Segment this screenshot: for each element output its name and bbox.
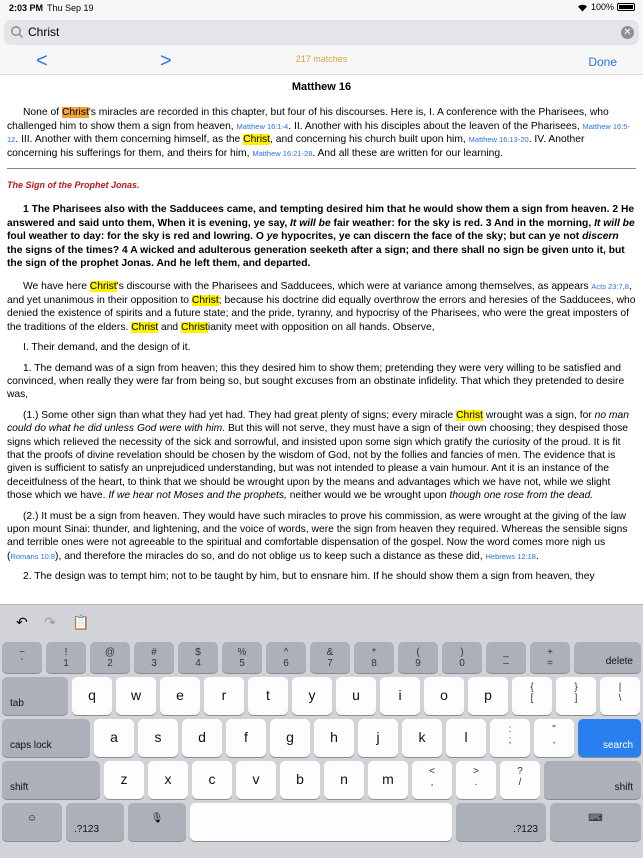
- key-m[interactable]: [368, 761, 408, 799]
- search-key[interactable]: [578, 719, 641, 757]
- text: (1.) Some other sign than what they had yet had. They had great plenty of signs; every miracle: [23, 409, 457, 421]
- key-label: t: [266, 687, 270, 703]
- key-x[interactable]: [148, 761, 188, 799]
- scripture-passage: [7, 203, 636, 270]
- status-date: Thu Sep 19: [47, 3, 94, 13]
- key-y[interactable]: [292, 677, 332, 715]
- keyboard-toolbar: [0, 604, 643, 639]
- keyboard: [0, 639, 643, 858]
- key-[[interactable]: [512, 677, 552, 715]
- key-symbol: (: [416, 647, 420, 658]
- text: foul weather to day: for the sky is red and lowring. O: [7, 231, 267, 243]
- key-label: o: [440, 687, 448, 703]
- key-symbol: 4: [195, 658, 201, 669]
- key-symbol: 8: [371, 658, 377, 669]
- key-label: ⌨: [588, 813, 603, 824]
- hide-keyboard-key[interactable]: [550, 803, 641, 841]
- text: ; because his doctrine did equally overthrow the errors and heresies of the Sadducees, who denied the existence of spirits and a future state; and the pride, tyranny, and hypocrisy of the Pharisees, who were the great imposters of the traditions of the elders.: [7, 294, 636, 333]
- status-bar: [0, 0, 643, 16]
- tab-key[interactable]: [2, 677, 68, 715]
- key-`[interactable]: [2, 642, 42, 673]
- key-w[interactable]: [116, 677, 156, 715]
- done-button[interactable]: Done: [588, 55, 617, 69]
- battery-fill: [619, 5, 633, 9]
- numbers-key-right[interactable]: [456, 803, 546, 841]
- key-label: z: [120, 771, 128, 787]
- key-label: caps lock: [10, 740, 52, 751]
- space-bar[interactable]: [190, 803, 452, 841]
- italic-text: though one rose from the dead.: [449, 490, 594, 502]
- key-label: k: [418, 729, 426, 745]
- paste-icon[interactable]: 📋: [72, 614, 90, 630]
- key-label: search: [602, 740, 633, 751]
- search-query: Christ: [28, 25, 60, 39]
- key-label: 🎙: [150, 813, 164, 824]
- key-2[interactable]: [90, 642, 130, 673]
- key-label: i: [398, 687, 402, 703]
- key-label: x: [164, 771, 172, 787]
- search-highlight: Christ: [131, 321, 159, 333]
- key-symbol: [: [530, 693, 534, 704]
- key-label: shift: [10, 782, 29, 793]
- italic-text: It will be: [290, 217, 331, 229]
- key-label: l: [464, 729, 468, 745]
- search-navigation: [0, 49, 643, 75]
- key-label: u: [352, 687, 360, 703]
- text: (2.) It must be a sign from heaven. They would have such miracles to prove his commission, as were wrought at the giving of the law upon mount Sinai: thunder, and lightening, and the voice of words, were the sign from heaven they required. Whereas the sensible signs and terrible ones were not agreeable to the spiritual and comfortable dispensation of the gospel. Now the word comes more nigh us (: [7, 510, 628, 562]
- dictation-key[interactable]: [128, 803, 186, 841]
- text: 's discourse with the Pharisees and Sadducees, which were at variance among themselves, as appears: [116, 281, 592, 293]
- key-label: ☺: [26, 813, 38, 824]
- key-a[interactable]: [94, 719, 134, 757]
- key-z[interactable]: [104, 761, 144, 799]
- key-symbol: 7: [327, 658, 333, 669]
- text: . II. Another with his disciples about the leaven of the Pharisees,: [288, 120, 583, 132]
- key-v[interactable]: [236, 761, 276, 799]
- key-symbol: ]: [574, 693, 578, 704]
- chapter-title: Matthew 16: [291, 81, 352, 93]
- key-h[interactable]: [314, 719, 354, 757]
- key-label: .?123: [512, 824, 538, 835]
- text: fair weather: for the sky is red. 3 And in the morning,: [330, 217, 595, 229]
- key-symbol: >: [473, 766, 479, 777]
- key-symbol: ;: [508, 735, 512, 746]
- key-/[interactable]: [500, 761, 540, 799]
- key-r[interactable]: [204, 677, 244, 715]
- key-label: y: [308, 687, 316, 703]
- key-o[interactable]: [424, 677, 464, 715]
- key-l[interactable]: [446, 719, 486, 757]
- key-k[interactable]: [402, 719, 442, 757]
- status-indicators: [577, 2, 635, 12]
- key-symbol: :: [508, 724, 512, 735]
- divider: [7, 168, 636, 169]
- search-bar: [0, 16, 643, 49]
- italic-text: discern: [582, 231, 619, 243]
- key-q[interactable]: [72, 677, 112, 715]
- key-,[interactable]: [534, 719, 574, 757]
- key-symbol: –: [503, 658, 509, 669]
- key-label: s: [154, 729, 162, 745]
- status-time: 2:03 PM: [9, 3, 44, 13]
- key-n[interactable]: [324, 761, 364, 799]
- key-label: w: [130, 687, 142, 703]
- key-symbol: /: [518, 777, 522, 788]
- emoji-key[interactable]: [2, 803, 62, 841]
- key-label: v: [252, 771, 260, 787]
- key-symbol: #: [151, 647, 157, 658]
- commentary-paragraph: 2. The design was to tempt him; not to be taught by him, but to ensnare him. If he should show them a sign from heaven, they: [23, 571, 595, 583]
- key-=[interactable]: [530, 642, 570, 673]
- commentary-paragraph: [7, 409, 636, 503]
- key-symbol: }: [574, 682, 578, 693]
- key-label: delete: [605, 656, 633, 667]
- key-symbol: 0: [459, 658, 465, 669]
- key-label: a: [110, 729, 118, 745]
- key-label: d: [198, 729, 206, 745]
- delete-key[interactable]: [574, 642, 641, 673]
- key-symbol: +: [547, 647, 553, 658]
- key-8[interactable]: [354, 642, 394, 673]
- key-symbol: \: [618, 693, 622, 704]
- text: None of: [23, 107, 62, 119]
- key-–[interactable]: [486, 642, 526, 673]
- search-input[interactable]: [4, 20, 639, 45]
- text: and: [158, 321, 182, 333]
- caps-lock-key[interactable]: [2, 719, 90, 757]
- key-j[interactable]: [358, 719, 398, 757]
- text: 's miracles are recorded in this chapter, but four of his discourses. Here is, I. A conference with the Pharisees, who challenged him to show them a sign from heaven,: [7, 107, 609, 132]
- text: the signs of the times? 4 A wicked and adulterous generation seeketh after a sign; and there shall no sign be given unto it, but the sign of the prophet Jonas. And he left them, and departed.: [7, 244, 625, 270]
- search-highlight: Christ: [89, 281, 117, 293]
- text: We have here: [23, 281, 90, 293]
- key-symbol: |: [618, 682, 622, 693]
- search-icon: [10, 25, 24, 39]
- text: . And all these are written for our learning.: [312, 147, 503, 159]
- section-title: The Sign of the Prophet Jonas.: [7, 180, 140, 191]
- clear-icon[interactable]: ✕: [621, 26, 634, 39]
- verse-link[interactable]: Hebrews 12:18: [485, 551, 536, 561]
- key-symbol: $: [195, 647, 201, 658]
- commentary-content[interactable]: [0, 75, 643, 603]
- search-highlight: Christ: [243, 134, 271, 146]
- italic-text: ye: [266, 231, 279, 243]
- key-label: .?123: [74, 824, 100, 835]
- match-count: 217 matches: [295, 54, 348, 64]
- numbers-key-left[interactable]: [66, 803, 124, 841]
- commentary-paragraph: [7, 510, 636, 564]
- key-symbol: 2: [107, 658, 113, 669]
- key-c[interactable]: [192, 761, 232, 799]
- key-5[interactable]: [222, 642, 262, 673]
- key-0[interactable]: [442, 642, 482, 673]
- key-label: h: [330, 729, 338, 745]
- next-match-button[interactable]: >: [160, 50, 172, 72]
- key-symbol: _: [503, 647, 509, 658]
- verse-link[interactable]: Matthew 16:13-20: [468, 135, 529, 145]
- key-symbol: ,: [430, 777, 434, 788]
- key-symbol: 3: [151, 658, 157, 669]
- commentary-paragraph: I. Their demand, and the design of it.: [23, 342, 191, 354]
- key-d[interactable]: [182, 719, 222, 757]
- key-;[interactable]: [490, 719, 530, 757]
- key-symbol: ): [460, 647, 464, 658]
- text: ), and therefore the miracles do so, and do not oblige us to keep such a distance as these did,: [55, 550, 486, 562]
- key-symbol: ,: [552, 735, 556, 746]
- key-symbol: @: [104, 647, 116, 658]
- key-symbol: `: [20, 658, 24, 669]
- verse-link[interactable]: Acts 23:7,8: [591, 282, 629, 292]
- text: hypocrites, ye can discern the face of the sky; but can ye not: [278, 231, 583, 243]
- search-highlight: Christ: [456, 409, 483, 421]
- battery-percent: 100%: [590, 2, 614, 12]
- commentary-paragraph: [7, 280, 636, 334]
- key-symbol: <: [429, 766, 435, 777]
- italic-text: It will be: [594, 217, 635, 229]
- key-label: r: [221, 687, 227, 703]
- key-symbol: =: [547, 658, 553, 669]
- key-symbol: &: [326, 647, 334, 658]
- key-symbol: ^: [283, 647, 289, 658]
- text: wrought was a sign, for: [482, 409, 595, 421]
- shift-key-right[interactable]: [544, 761, 641, 799]
- key-label: b: [296, 771, 304, 787]
- key-][interactable]: [556, 677, 596, 715]
- key-label: g: [286, 729, 294, 745]
- search-highlight-current: Christ: [61, 107, 89, 119]
- italic-text: no man could do what he did unless God were with him.: [7, 409, 629, 435]
- text: . IV. Another concerning his sufferings for them, and theirs for him,: [7, 134, 585, 159]
- search-highlight: Christ: [181, 321, 208, 333]
- key-label: c: [208, 771, 216, 787]
- key-7[interactable]: [310, 642, 350, 673]
- redo-icon[interactable]: ↷: [44, 614, 56, 630]
- key-1[interactable]: [46, 642, 86, 673]
- key-symbol: !: [64, 647, 68, 658]
- text: ianity meet with opposition on all hands. Observe,: [207, 321, 435, 333]
- key-\[interactable]: [600, 677, 640, 715]
- key-3[interactable]: [134, 642, 174, 673]
- text: neither would we be wrought upon: [286, 490, 450, 502]
- key-label: tab: [10, 698, 24, 709]
- key-label: e: [176, 687, 184, 703]
- key-,[interactable]: [412, 761, 452, 799]
- key-label: n: [340, 771, 348, 787]
- key-label: f: [244, 729, 248, 745]
- key-symbol: 5: [239, 658, 245, 669]
- shift-key-left[interactable]: [2, 761, 100, 799]
- battery-icon: [617, 3, 635, 11]
- text: . III. Another with them concerning himself, as the: [15, 134, 244, 146]
- verse-link[interactable]: Romans 10:8: [10, 551, 56, 561]
- verse-link[interactable]: Matthew 16:21-28: [252, 148, 313, 158]
- text: , and concerning his church built upon him,: [270, 134, 469, 146]
- key-.[interactable]: [456, 761, 496, 799]
- text: 1 The Pharisees also with the Sadducees came, and tempting desired him that he would show them a sign from heaven. 2 He answered and said unto them, When it is evening, ye say,: [7, 204, 635, 229]
- key-f[interactable]: [226, 719, 266, 757]
- key-9[interactable]: [398, 642, 438, 673]
- key-symbol: 1: [63, 658, 69, 669]
- intro-paragraph: [7, 106, 636, 160]
- key-symbol: 9: [415, 658, 421, 669]
- key-symbol: ": [552, 724, 556, 735]
- italic-text: If we hear not Moses and the prophets,: [108, 490, 287, 502]
- key-label: m: [382, 771, 394, 787]
- verse-link[interactable]: Matthew 16:5-12: [7, 121, 630, 145]
- key-4[interactable]: [178, 642, 218, 673]
- key-symbol: {: [530, 682, 534, 693]
- key-t[interactable]: [248, 677, 288, 715]
- key-g[interactable]: [270, 719, 310, 757]
- key-p[interactable]: [468, 677, 508, 715]
- key-6[interactable]: [266, 642, 306, 673]
- key-label: q: [88, 687, 96, 703]
- key-label: p: [484, 687, 492, 703]
- wifi-icon: [577, 3, 588, 12]
- key-e[interactable]: [160, 677, 200, 715]
- key-label: j: [376, 729, 380, 745]
- key-label: shift: [614, 782, 633, 793]
- key-u[interactable]: [336, 677, 376, 715]
- verse-link[interactable]: Matthew 16:1-4: [236, 121, 289, 131]
- key-symbol: %: [237, 647, 247, 658]
- text: , and yet unanimous in their opposition to: [7, 281, 632, 306]
- key-symbol: ~: [19, 647, 25, 658]
- key-symbol: ?: [517, 766, 523, 777]
- text: .: [535, 550, 539, 562]
- key-symbol: *: [372, 647, 376, 658]
- key-i[interactable]: [380, 677, 420, 715]
- commentary-paragraph: 1. The demand was of a sign from heaven; this they desired him to show them; pretending they were very willing to be satisfied and convinced, when really they were far from being so, but sought excuses from an obstinate infidelity. That which they pretended to desire was,: [7, 362, 625, 401]
- key-symbol: .: [474, 777, 478, 788]
- key-s[interactable]: [138, 719, 178, 757]
- previous-match-button[interactable]: <: [36, 50, 48, 72]
- key-b[interactable]: [280, 761, 320, 799]
- key-symbol: 6: [283, 658, 289, 669]
- undo-icon[interactable]: ↶: [16, 614, 28, 630]
- text: But this will not serve, they must have a sign of their own choosing; they despised those signs which relieved the necessity of the sick and sorrowful, and insisted upon some sign which gratify the curiosity of the proud. It is fit that the proofs of divine revelation should be chosen by the wisdom of God, not by the follies and fancies of men. The evidence that is given is sufficient to satisfy an unprejudiced understanding, but was not intended to please a vain humour. Ant it is an instance of the deceitfulness of the heart, to think that we should be wrought upon by the means and advantages which we have not, while we slight those which we have.: [7, 423, 629, 502]
- search-highlight: Christ: [191, 294, 219, 306]
